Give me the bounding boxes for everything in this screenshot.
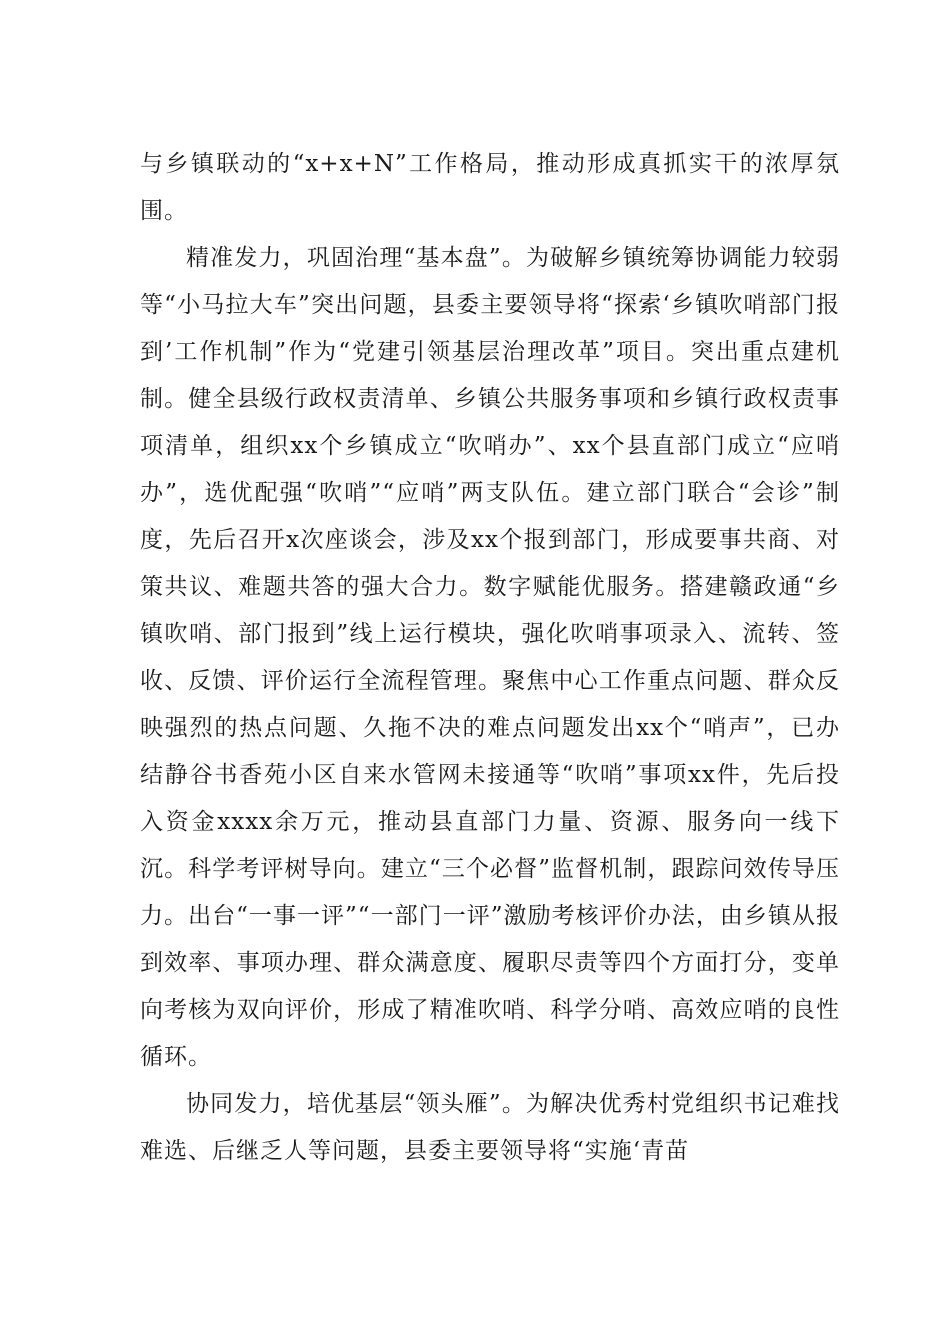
paragraph-precise-effort: 精准发力，巩固治理“基本盘”。为破解乡镇统筹协调能力较弱等“小马拉大车”突出问题，县委主要领导将“探索‘乡镇吹哨部门报到’工作机制”作为“党建引领基层治理改革”项目。突出重点建机制。健全县级行政权责清单、乡镇公共服务事项和乡镇行政权责事项清单，组织xx个乡镇成立“吹哨办”、xx个县直部门成立“应哨办”，选优配强“吹哨”“应哨”两支队伍。建立部门联合“会诊”制度，先后召开x次座谈会，涉及xx个报到部门，形成要事共商、对策共议、难题共答的强大合力。数字赋能优服务。搭建赣政通“乡镇吹哨、部门报到”线上运行模块，强化吹哨事项录入、流转、签收、反馈、评价运行全流程管理。聚焦中心工作重点问题、群众反映强烈的热点问题、久拖不决的难点问题发出xx个“哨声”，已办结静谷书香苑小区自来水管网未接通等“吹哨”事项xx件，先后投入资金xxxx余万元，推动县直部门力量、资源、服务向一线下沉。科学考评树导向。建立“三个必督”监督机制，跟踪问效传导压力。出台“一事一评”“一部门一评”激励考核评价办法，由乡镇从报到效率、事项办理、群众满意度、履职尽责等四个方面打分，变单向考核为双向评价，形成了精准吹哨、科学分哨、高效应哨的良性循环。: [140, 245, 840, 1070]
paragraph-continuation: 与乡镇联动的“x+x+N”工作格局，推动形成真抓实干的浓厚氛围。: [140, 151, 840, 224]
paragraph-coordinated-effort: 协同发力，培优基层“领头雁”。为解决优秀村党组织书记难找难选、后继乏人等问题，县委主要领导将“实施‘青苗: [140, 1091, 840, 1164]
document-body: [140, 141, 840, 1175]
